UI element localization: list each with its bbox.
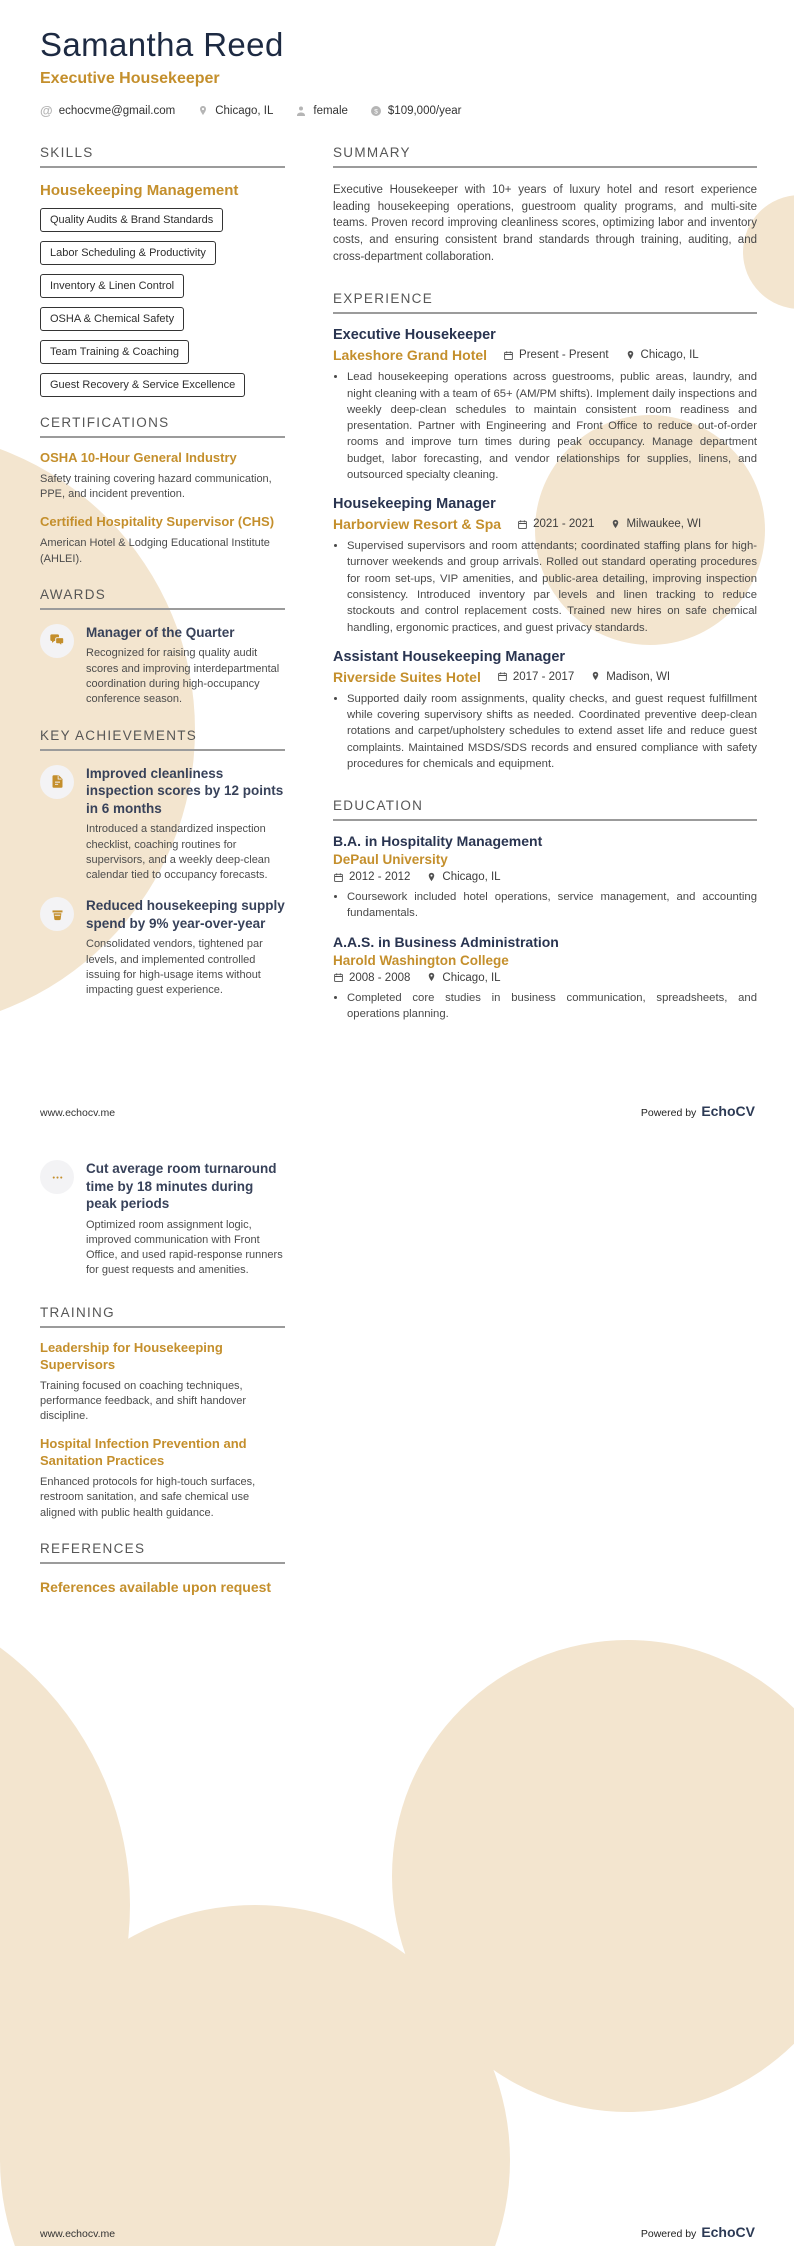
job-dates [517,518,594,530]
skill-chip: Quality Audits & Brand Standards [40,208,223,232]
company-name: Lakeshore Grand Hotel [333,347,488,364]
job-location-value: Milwaukee, WI [626,518,702,531]
education-location-value: Chicago, IL [442,971,501,984]
education-dates-value: 2012 - 2012 [349,871,411,884]
skill-chip: Inventory & Linen Control [40,274,184,298]
job-meta [333,669,757,685]
svg-text:$: $ [374,107,378,115]
echocv-brand[interactable]: EchoCV [701,2224,755,2240]
echocv-brand[interactable]: EchoCV [701,1103,755,1119]
education-meta [333,871,757,883]
certification-item [40,450,285,502]
award-item [40,624,285,708]
achievement-description: Optimized room assignment logic, improved communication with Front Office, and used rapid-response runners for guest requests and amenities. [86,1218,283,1277]
gender-value: female [313,104,348,117]
training-name: Hospital Infection Prevention and Sanitation Practices [40,1436,247,1469]
award-description: Recognized for raising quality audit scores and improving interdepartmental coordination during high-occupancy conference season. [86,647,280,706]
bucket-icon [40,897,74,931]
certification-item [40,514,285,566]
company-name: Harborview Resort & Spa [333,516,502,533]
job-location-value: Madison, WI [606,670,671,683]
powered-by [641,2224,755,2240]
training-description: Enhanced protocols for high-touch surfaces, restroom sanitation, and safe chemical use aligned with public health guidance. [40,1476,256,1519]
achievement-body [86,1160,285,1279]
job-dates [503,349,608,361]
calendar-icon [333,872,344,883]
job-location [610,518,701,530]
certification-name: OSHA 10-Hour General Industry [40,450,237,465]
skills-chip-list [40,208,285,397]
education-meta [333,972,757,984]
degree-title: A.A.S. in Business Administration [333,933,559,950]
experience-heading: EXPERIENCE [333,291,757,314]
education-bullet: • Coursework included hotel operations, service management, and accounting fundamentals. [347,889,757,922]
job-location [625,349,699,361]
certification-description: Safety training covering hazard communication, PPE, and incident prevention. [40,472,272,501]
salary-value: $109,000/year [387,104,462,117]
pin-icon [197,105,209,117]
pin-icon [426,872,437,883]
award-body [86,624,285,708]
job-bullet: • Lead housekeeping operations across guestrooms, public areas, laundry, and night cleaning with a team of 65+ (AM/PM shifts). Implement daily inspections and weekly deep-clean schedules to maintain consistent room readiness and presentation. Partner with Engineering and Front Office to reduce out-of-order rooms and improve turn times during peak occupancy. Manage department budget, labor forecasting, and vendor relationships for supplies, linens, and outsourced specialty cleaning. [347,369,757,483]
chat-icon [40,624,74,658]
pin-icon [590,671,601,682]
achievement-description: Consolidated vendors, tightened par levels, and implemented controlled issuing for high-usage items without impacting guest experience. [86,938,263,997]
at-icon: @ [40,103,53,118]
training-item [40,1340,285,1425]
powered-by [641,1103,755,1119]
job-location-value: Chicago, IL [640,349,699,362]
left-column-page2 [40,1160,285,1596]
left-column [40,145,285,999]
pin-icon [625,350,636,361]
job-bullet: • Supervised supervisors and room attendants; coordinated staffing plans for high-turnover weekends and group arrivals. Rolled out standard operating procedures for room set-ups, VIP amenities, and public-area detailing, improving inspection consistency. Introduced inventory par levels and linen tracking to reduce stockouts and control replacement costs. Trained new hires on safe chemical handling, ergonomic practices, and guest privacy standards. [347,538,757,636]
candidate-name: Samantha Reed [40,26,284,63]
experience-entry [333,649,757,772]
training-description: Training focused on coaching techniques, performance feedback, and shift handover discipline. [40,1379,247,1423]
certification-description: American Hotel & Lodging Educational Institute (AHLEI). [40,537,270,565]
experience-entry [333,496,757,636]
achievement-title: Reduced housekeeping supply spend by 9% year-over-year [86,898,285,931]
job-title: Executive Housekeeper [333,327,496,344]
pin-icon [610,519,621,530]
education-dates-value: 2008 - 2008 [349,971,411,984]
candidate-title: Executive Housekeeper [40,70,220,87]
location-value: Chicago, IL [215,104,274,117]
training-name: Leadership for Housekeeping Supervisors [40,1339,223,1372]
job-title: Assistant Housekeeping Manager [333,648,566,665]
person-icon [295,105,307,117]
page2-footer [40,2224,755,2240]
resume-header [40,26,755,117]
awards-heading: AWARDS [40,587,285,610]
job-dates-value: Present - Present [519,349,609,362]
calendar-icon [503,350,514,361]
certifications-heading: CERTIFICATIONS [40,415,285,438]
job-meta [333,516,757,532]
education-entry [333,934,757,1023]
job-location [590,671,670,683]
calendar-icon [333,972,344,983]
skills-heading: SKILLS [40,145,285,168]
school-name: DePaul University [333,852,448,868]
education-heading: EDUCATION [333,798,757,821]
achievement-item [40,765,285,884]
company-name: Riverside Suites Hotel [333,668,481,685]
achievement-body [86,765,285,884]
right-column [333,145,757,1022]
ellipsis-icon [40,1160,74,1194]
footer-website[interactable]: www.echocv.me [40,1107,116,1119]
powered-by-label: Powered by [640,2228,697,2240]
contact-salary [370,105,462,117]
education-dates [333,871,410,883]
job-bullet: • Supported daily room assignments, quality checks, and guest request fulfillment while covering supervisory shifts as needed. Coordinated preventive deep-clean rotations and carpet/upholstery schedules to extend asset life and reduce guest complaints. Maintained MSDS/SDS records and ensured compliance with safety procedures for chemicals and equipment. [347,691,757,772]
contact-location [197,105,273,117]
calendar-icon [517,519,528,530]
summary-heading: SUMMARY [333,145,757,168]
job-dates-value: 2017 - 2017 [512,670,575,683]
skills-group-title: Housekeeping Management [40,182,239,199]
references-text: References available upon request [40,1579,272,1596]
skill-chip: Team Training & Coaching [40,340,189,364]
contact-gender [295,105,348,117]
certification-name: Certified Hospitality Supervisor (CHS) [40,514,275,530]
salary-icon [370,105,382,117]
job-meta [333,347,757,363]
achievement-description: Introduced a standardized inspection checklist, coaching routines for supervisors, and a weekly deep-clean calendar tied to occupancy forecasts. [86,823,271,882]
education-location [426,871,500,883]
education-bullet: • Completed core studies in business communication, spreadsheets, and operations planning. [347,990,757,1023]
job-title: Housekeeping Manager [333,496,496,513]
pin-icon [426,972,437,983]
training-item [40,1436,285,1521]
calendar-icon [497,671,508,682]
job-dates [497,671,574,683]
degree-title: B.A. in Hospitality Management [333,833,543,850]
training-heading: TRAINING [40,1305,285,1328]
education-dates [333,972,410,984]
achievement-title: Cut average room turnaround time by 18 minutes during peak periods [86,1161,277,1212]
achievement-item [40,1160,285,1279]
skill-chip: Guest Recovery & Service Excellence [40,373,245,397]
contact-row [40,104,755,117]
achievement-title: Improved cleanliness inspection scores by 12 points in 6 months [86,765,284,816]
powered-by-label: Powered by [640,1107,697,1119]
document-icon [40,765,74,799]
contact-email [40,104,175,117]
page1-footer [40,1103,755,1119]
references-heading: REFERENCES [40,1541,285,1564]
experience-entry [333,327,757,483]
education-entry [333,833,757,922]
job-dates-value: 2021 - 2021 [533,518,595,531]
footer-website[interactable]: www.echocv.me [40,2228,116,2240]
award-title: Manager of the Quarter [86,624,235,640]
skill-chip: Labor Scheduling & Productivity [40,241,216,265]
achievement-item [40,897,285,998]
achievement-body [86,897,285,998]
school-name: Harold Washington College [333,952,509,968]
email-value[interactable]: echocvme@gmail.com [58,104,176,117]
skill-chip: OSHA & Chemical Safety [40,307,184,331]
education-location-value: Chicago, IL [442,871,501,884]
key-achievements-heading: KEY ACHIEVEMENTS [40,728,285,751]
education-location [426,972,500,984]
summary-text: Executive Housekeeper with 10+ years of luxury hotel and resort experience leading housekeeping operations, guestroom quality programs, and multi-site teams. Proven record improving cleanliness scores, optimizing labor and inventory costs, and ensuring consistent brand standards through training, auditing, and cross-department collaboration. [333,184,757,263]
